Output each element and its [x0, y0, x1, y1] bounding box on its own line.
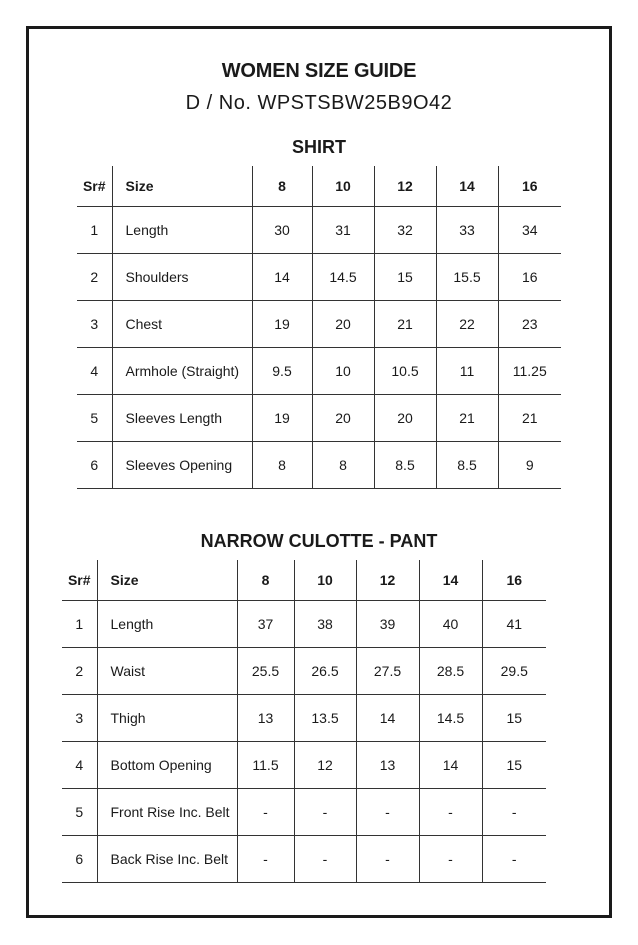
measurement-value: 8 [312, 442, 374, 489]
measurement-value: - [482, 789, 546, 836]
row-number: 6 [77, 442, 112, 489]
measurement-value: - [237, 789, 294, 836]
measurement-value: 40 [419, 601, 482, 648]
table-row [77, 442, 561, 489]
measurement-value: 8.5 [436, 442, 498, 489]
measurement-name: Front Rise Inc. Belt [97, 789, 237, 836]
measurement-value: 31 [312, 207, 374, 254]
column-header-size-12: 12 [356, 560, 419, 601]
measurement-value: 39 [356, 601, 419, 648]
measurement-value: 9 [498, 442, 561, 489]
table-header-row [62, 560, 546, 601]
measurement-name: Bottom Opening [97, 742, 237, 789]
measurement-value: 11.5 [237, 742, 294, 789]
row-number: 5 [62, 789, 97, 836]
table-row [77, 254, 561, 301]
measurement-value: 13 [237, 695, 294, 742]
table-row [62, 648, 546, 695]
measurement-value: 23 [498, 301, 561, 348]
measurement-name: Thigh [97, 695, 237, 742]
table-row [62, 695, 546, 742]
measurement-value: - [294, 836, 356, 883]
measurement-name: Armhole (Straight) [112, 348, 252, 395]
column-header-size-16: 16 [498, 166, 561, 207]
column-header-size-10: 10 [312, 166, 374, 207]
measurement-value: - [294, 789, 356, 836]
column-header-sr: Sr# [77, 166, 112, 207]
measurement-name: Sleeves Opening [112, 442, 252, 489]
measurement-value: - [356, 789, 419, 836]
table-row [77, 301, 561, 348]
measurement-value: - [356, 836, 419, 883]
measurement-value: 21 [436, 395, 498, 442]
table-row [62, 742, 546, 789]
column-header-size: Size [112, 166, 252, 207]
measurement-value: 11.25 [498, 348, 561, 395]
measurement-value: 14 [356, 695, 419, 742]
measurement-value: 21 [374, 301, 436, 348]
column-header-size-12: 12 [374, 166, 436, 207]
row-number: 6 [62, 836, 97, 883]
measurement-value: 15 [374, 254, 436, 301]
measurement-value: 14 [419, 742, 482, 789]
measurement-value: 13.5 [294, 695, 356, 742]
measurement-value: 14.5 [312, 254, 374, 301]
measurement-value: 15 [482, 695, 546, 742]
measurement-value: 25.5 [237, 648, 294, 695]
shirt-section-title: SHIRT [292, 137, 346, 157]
measurement-value: 33 [436, 207, 498, 254]
measurement-value: 30 [252, 207, 312, 254]
row-number: 4 [62, 742, 97, 789]
measurement-value: 19 [252, 301, 312, 348]
table-row [62, 601, 546, 648]
table-row [77, 395, 561, 442]
measurement-name: Waist [97, 648, 237, 695]
pant-size-table [62, 560, 546, 883]
measurement-value: - [419, 836, 482, 883]
measurement-value: 32 [374, 207, 436, 254]
measurement-value: 41 [482, 601, 546, 648]
measurement-value: 37 [237, 601, 294, 648]
measurement-name: Back Rise Inc. Belt [97, 836, 237, 883]
measurement-value: 12 [294, 742, 356, 789]
measurement-value: - [237, 836, 294, 883]
column-header-size-14: 14 [419, 560, 482, 601]
row-number: 2 [77, 254, 112, 301]
measurement-name: Length [97, 601, 237, 648]
measurement-value: 26.5 [294, 648, 356, 695]
measurement-value: 22 [436, 301, 498, 348]
measurement-value: 28.5 [419, 648, 482, 695]
row-number: 2 [62, 648, 97, 695]
column-header-size: Size [97, 560, 237, 601]
measurement-name: Sleeves Length [112, 395, 252, 442]
column-header-size-14: 14 [436, 166, 498, 207]
table-row [62, 836, 546, 883]
measurement-value: 10.5 [374, 348, 436, 395]
column-header-size-8: 8 [252, 166, 312, 207]
measurement-value: 38 [294, 601, 356, 648]
measurement-value: 34 [498, 207, 561, 254]
row-number: 5 [77, 395, 112, 442]
measurement-value: 27.5 [356, 648, 419, 695]
design-number: D / No. WPSTSBW25B9O42 [185, 92, 453, 114]
page-title: WOMEN SIZE GUIDE [221, 60, 417, 82]
measurement-value: 16 [498, 254, 561, 301]
measurement-value: 10 [312, 348, 374, 395]
table-row [77, 348, 561, 395]
measurement-name: Chest [112, 301, 252, 348]
column-header-size-10: 10 [294, 560, 356, 601]
shirt-size-table [77, 166, 561, 489]
table-row [77, 207, 561, 254]
measurement-value: 15.5 [436, 254, 498, 301]
measurement-value: 8 [252, 442, 312, 489]
row-number: 3 [77, 301, 112, 348]
measurement-name: Length [112, 207, 252, 254]
measurement-value: 19 [252, 395, 312, 442]
measurement-value: 20 [312, 301, 374, 348]
row-number: 1 [62, 601, 97, 648]
measurement-value: - [482, 836, 546, 883]
table-row [62, 789, 546, 836]
column-header-size-16: 16 [482, 560, 546, 601]
table-header-row [77, 166, 561, 207]
measurement-value: 8.5 [374, 442, 436, 489]
measurement-value: 21 [498, 395, 561, 442]
column-header-sr: Sr# [62, 560, 97, 601]
pant-section-title: NARROW CULOTTE - PANT [200, 531, 438, 551]
measurement-value: 9.5 [252, 348, 312, 395]
row-number: 1 [77, 207, 112, 254]
measurement-value: 11 [436, 348, 498, 395]
measurement-value: 15 [482, 742, 546, 789]
measurement-value: 13 [356, 742, 419, 789]
measurement-value: - [419, 789, 482, 836]
measurement-name: Shoulders [112, 254, 252, 301]
measurement-value: 14.5 [419, 695, 482, 742]
row-number: 3 [62, 695, 97, 742]
row-number: 4 [77, 348, 112, 395]
measurement-value: 20 [312, 395, 374, 442]
measurement-value: 14 [252, 254, 312, 301]
measurement-value: 29.5 [482, 648, 546, 695]
measurement-value: 20 [374, 395, 436, 442]
column-header-size-8: 8 [237, 560, 294, 601]
